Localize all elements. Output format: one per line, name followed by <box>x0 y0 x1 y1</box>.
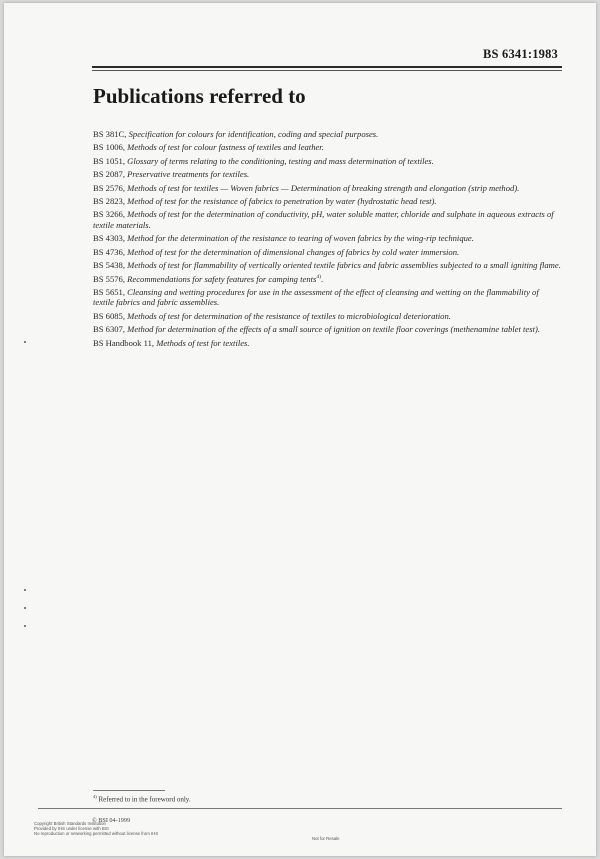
reference-list <box>93 129 561 351</box>
footnote-marker: 4) <box>93 794 97 799</box>
reference-title: Methods of test for textiles. <box>156 337 250 348</box>
document-page <box>4 3 596 856</box>
reference-item <box>93 196 561 207</box>
reference-code: BS 5576, <box>93 273 125 284</box>
reference-title: Method for the determination of the resistance to tearing of woven fabrics by the wing-rip technique. <box>127 233 474 244</box>
reference-item <box>93 260 561 271</box>
reference-title: Recommendations for safety features for camping tents <box>127 273 317 284</box>
reference-code: BS 4303, <box>93 233 125 244</box>
footnote-reference: 4) <box>316 273 321 280</box>
footnote-text: Referred to in the foreword only. <box>98 795 191 804</box>
scan-mark <box>24 607 26 609</box>
reference-item <box>93 274 561 285</box>
reference-code: BS 2576, <box>93 182 125 193</box>
reference-item <box>93 169 561 180</box>
reference-title: Specification for colours for identification, coding and special purposes. <box>128 129 379 139</box>
reference-item <box>93 338 561 349</box>
reference-code: BS 6307, <box>93 324 125 335</box>
reference-code: BS 1006, <box>93 142 125 153</box>
reference-title: Method of test for the determination of dimensional changes of fabrics by cold water immersion. <box>127 246 460 257</box>
reference-title: Methods of test for flammability of vertically oriented textile fabrics and fabric assemblies subjected to a small igniting flame. <box>127 260 561 271</box>
header-rule-thin <box>92 70 562 71</box>
footnote-rule <box>93 790 165 791</box>
license-notice <box>34 821 158 837</box>
document-id: BS 6341:1983 <box>483 47 558 61</box>
reference-item <box>93 129 561 140</box>
reference-code: BS 2823, <box>93 195 125 206</box>
reference-title: Glossary of terms relating to the conditioning, testing and mass determination of textiles. <box>127 155 434 166</box>
reference-title: Methods of test for textiles — Woven fabrics — Determination of breaking strength and elongation (strip method). <box>127 182 520 193</box>
reference-item <box>93 287 561 308</box>
reference-title: Preservative treatments for textiles. <box>127 169 250 180</box>
reference-title: Method of test for the resistance of fabrics to penetration by water (hydrostatic head test). <box>127 195 437 206</box>
reference-code: BS 4736, <box>93 246 125 257</box>
reference-item <box>93 311 561 322</box>
scan-mark <box>24 341 26 343</box>
reference-title: Methods of test for the determination of conductivity, pH, water soluble matter, chloride and sulphate in aqueous extracts of textile materials. <box>93 209 554 230</box>
license-line: Copyright British Standards Institution <box>34 821 106 826</box>
reference-title: Methods of test for determination of the resistance of textiles to microbiological deterioration. <box>127 310 451 321</box>
reference-item <box>93 183 561 194</box>
reference-code: BS Handbook 11, <box>93 337 155 348</box>
reference-item <box>93 324 561 335</box>
reference-item <box>93 233 561 244</box>
reference-item <box>93 247 561 258</box>
reference-item <box>93 156 561 167</box>
page-title: Publications referred to <box>93 84 306 108</box>
reference-title: Method for determination of the effects of a small source of ignition on textile floor coverings (methenamine tablet test). <box>127 324 540 335</box>
not-for-resale-label: Not for Resale <box>312 836 340 841</box>
header-rule-thick <box>92 66 562 68</box>
reference-code: BS 3266, <box>93 209 125 220</box>
reference-code: BS 1051, <box>93 155 125 166</box>
scan-mark <box>24 625 26 627</box>
reference-code: BS 6085, <box>93 310 125 321</box>
footnote <box>93 794 191 803</box>
copyright-stamp: © BSI 04-1999 <box>92 817 131 824</box>
reference-punctuation: . <box>320 273 324 284</box>
reference-code: BS 381C, <box>93 129 127 139</box>
footer-rule <box>38 808 562 809</box>
reference-code: BS 5651, <box>93 286 125 297</box>
reference-item <box>93 209 561 230</box>
reference-title: Methods of test for colour fastness of textiles and leather. <box>127 142 324 153</box>
reference-code: BS 5438, <box>93 260 125 271</box>
reference-title: Cleansing and wetting procedures for use in the assessment of the effect of cleansing and wetting on the flammability of textile fabrics and fabric assemblies. <box>93 286 539 308</box>
reference-item <box>93 142 561 153</box>
reference-code: BS 2087, <box>93 169 125 180</box>
license-line: No reproduction or networking permitted without license from IHS <box>34 831 159 837</box>
license-line: Provided by IHS under license with BSI <box>34 826 109 832</box>
scan-mark <box>24 589 26 591</box>
